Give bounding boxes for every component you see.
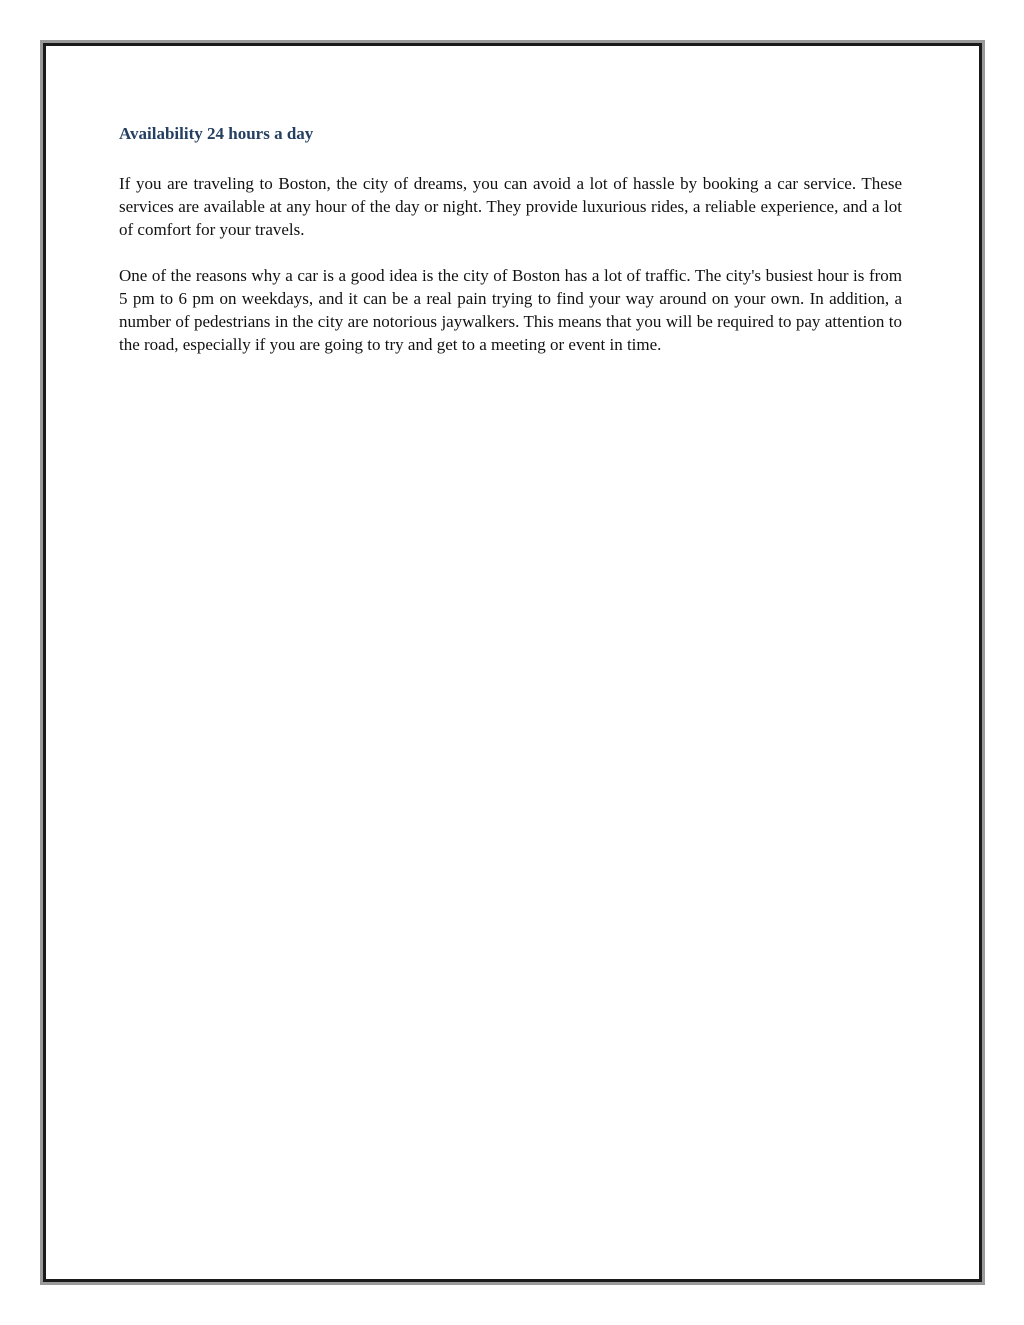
page-border-inner bbox=[43, 43, 982, 1282]
body-paragraph-1: If you are traveling to Boston, the city of dreams, you can avoid a lot of hassle by booking a car service. These services are available at any hour of the day or night. They provide luxurious rides, a reliable experience, and a lot of comfort for your travels. bbox=[119, 174, 902, 239]
document-page bbox=[46, 46, 979, 1279]
document-content bbox=[119, 123, 902, 356]
section-heading: Availability 24 hours a day bbox=[119, 124, 314, 143]
page-border bbox=[40, 40, 985, 1285]
body-paragraph-2: One of the reasons why a car is a good idea is the city of Boston has a lot of traffic. The city's busiest hour is from 5 pm to 6 pm on weekdays, and it can be a real pain trying to find your way around on your own. In addition, a number of pedestrians in the city are notorious jaywalkers. This means that you will be required to pay attention to the road, especially if you are going to try and get to a meeting or event in time. bbox=[119, 266, 902, 354]
